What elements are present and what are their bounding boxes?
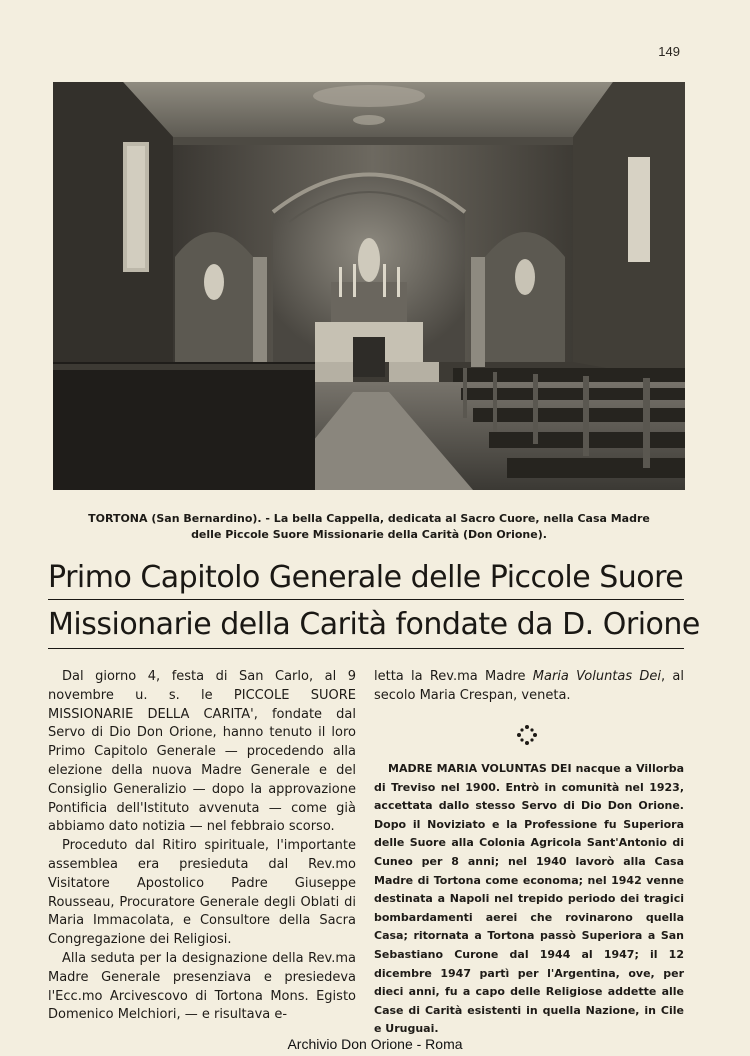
caption-line-2: delle Piccole Suore Missionarie della Carità (Don Orione). — [191, 528, 547, 541]
article-title-line-2: Missionarie della Carità fondate da D. Orione — [48, 607, 700, 642]
chapel-interior-illustration — [53, 82, 685, 490]
article-title-line-1: Primo Capitolo Generale delle Piccole Suore — [48, 560, 684, 595]
left-column — [48, 668, 356, 1025]
photo-caption — [53, 511, 685, 543]
paragraph — [374, 668, 684, 706]
bio-text: nacque a Villorba di Treviso nel 1900. Entrò in comunità nel 1923, accettata dallo stesso Servo di Dio Don Orione. Dopo il Noviziato e la Professione fu Superiora delle Suore alla Colonia Agricola Sant'Antonio di Cuneo per 8 anni; nel 1940 lavorò alla Casa Madre di Tortona come economa; nel 1942 venne destinata a Napoli nel trepido periodo dei tragici bombardamenti aerei che rovinarono quella Casa; ritornata a Tortona passò Superiora a San Sebastiano Curone dal 1944 al 1947; il 12 dicembre 1947 partì per l'Argentina, ove, per dieci anni, fu a capo delle Religiose addette alle Case di Carità esistenti in quella Nazione, in Cile e Uruguai. — [374, 762, 684, 1036]
paragraph: Alla seduta per la designazione della Rev.ma Madre Generale presenziava e presiedeva l'Ecc.mo Arcivescovo di Tortona Mons. Egisto Domenico Melchiori, — e risultava e- — [48, 950, 356, 1023]
intro-before: letta la Rev.ma Madre — [374, 669, 533, 684]
bio-heading: MADRE MARIA VOLUNTAS DEI — [388, 762, 572, 775]
caption-line-1: TORTONA (San Bernardino). - La bella Cappella, dedicata al Sacro Cuore, nella Casa Madre — [88, 512, 650, 525]
chapel-photo — [53, 82, 685, 490]
paragraph: Dal giorno 4, festa di San Carlo, al 9 novembre u. s. le PICCOLE SUORE MISSIONARIE DELLA CARITA', fondate dal Servo di Dio Don Orione, hanno tenuto il loro Primo Capitolo Generale — procedendo alla elezione della nuova Madre Generale e del Consiglio Generalizio — dopo la approvazione Pontificia dell'Istituto avvenuta — come già abbiamo dato notizia — nel febbraio scorso. — [48, 669, 356, 835]
right-column-intro — [374, 668, 684, 706]
diamond-ornament-icon — [516, 724, 538, 746]
title-rule-1 — [48, 599, 684, 600]
paragraph: Proceduto dal Ritiro spirituale, l'importante assemblea era presieduta dal Rev.mo Visitatore Apostolico Padre Giuseppe Rousseau, Procuratore Generale degli Oblati di Maria Immacolata, e Consultore della Sacra Congregazione dei Religiosi. — [48, 838, 356, 948]
madre-name: Maria Voluntas Dei — [532, 669, 662, 684]
intro-after: , al secolo Maria Crespan, veneta. — [374, 669, 684, 703]
title-rule-2 — [48, 648, 684, 649]
biography-paragraph — [374, 760, 684, 1039]
archive-footer: Archivio Don Orione - Roma — [287, 1036, 463, 1052]
page-number: 149 — [658, 44, 680, 59]
biography-block — [374, 760, 684, 1039]
